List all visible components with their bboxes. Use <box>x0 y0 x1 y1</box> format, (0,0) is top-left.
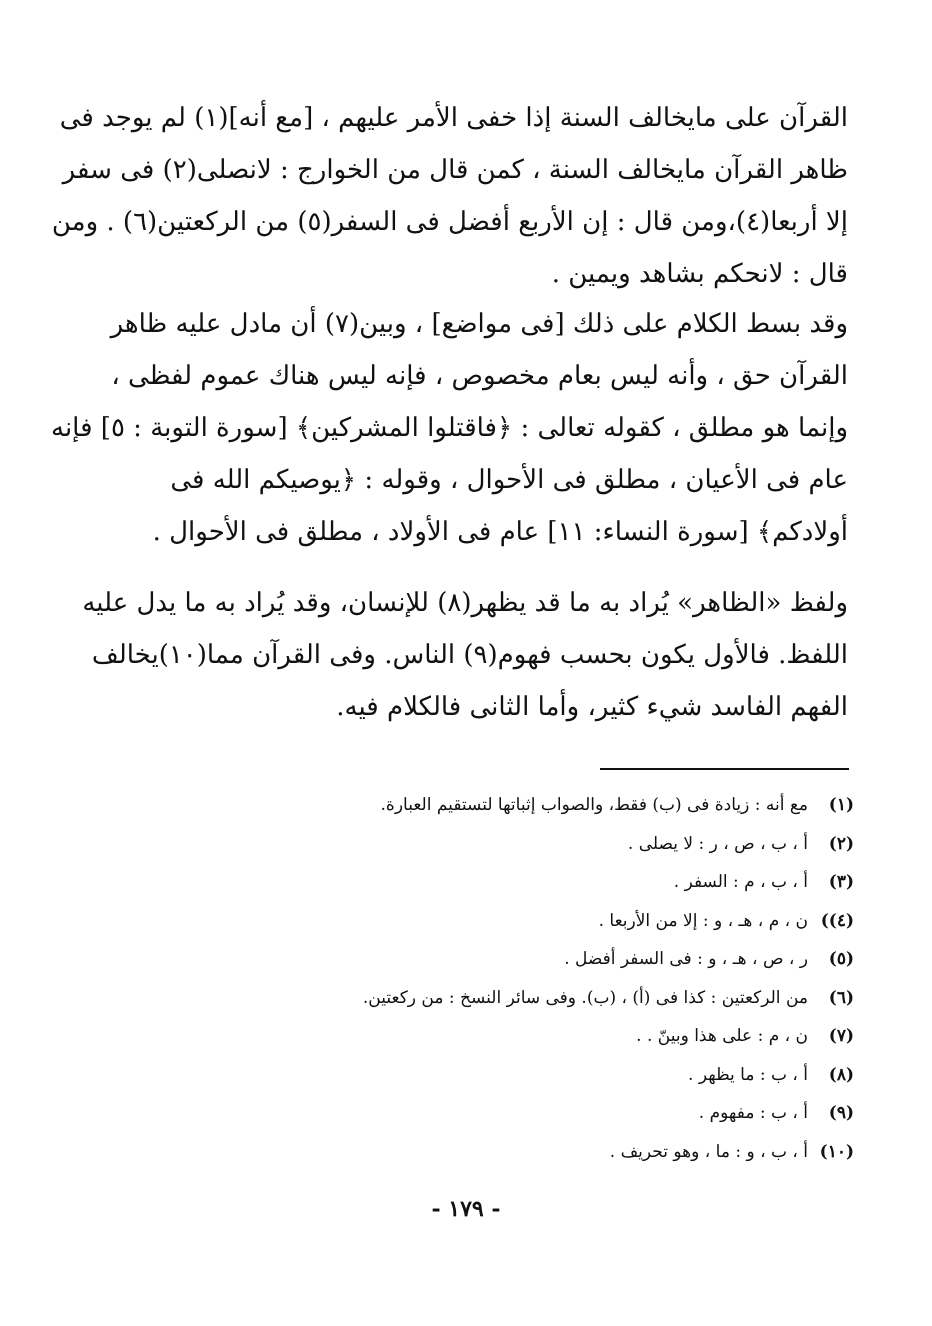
text-line: قال : لانحكم بشاهد ويمين . <box>551 259 848 289</box>
footnote-text: ر ، ص ، هـ ، و : فى السفر أفضل . <box>564 949 808 969</box>
footnote-number: (٧) <box>828 1026 854 1046</box>
footnote-number: (١) <box>828 795 854 815</box>
text-line: عام فى الأعيان ، مطلق فى الأحوال ، وقوله : ﴿يوصيكم الله فى <box>170 465 848 495</box>
footnote-text: من الركعتين : كذا فى (أ) ، (ب). وفى سائر النسخ : من ركعتين. <box>362 987 808 1008</box>
footnote-number: (١٠) <box>819 1141 854 1162</box>
footnote <box>280 902 854 941</box>
text-line: وإنما هو مطلق ، كقوله تعالى : ﴿فاقتلوا المشركين﴾ [سورة التوبة : ٥] فإنه <box>51 413 848 443</box>
footnote-text: أ ، ب ، ص ، ر : لا يصلى . <box>627 833 808 854</box>
footnote <box>280 1094 854 1133</box>
text-line: إلا أربعا(٤)،ومن قال : إن الأربع أفضل فى السفر(٥) من الركعتين(٦) . ومن <box>51 207 848 237</box>
paragraph-1 <box>51 92 848 300</box>
footnote-separator <box>600 768 849 770</box>
footnote-text: أ ، ب : مفهوم . <box>698 1103 808 1123</box>
text-line: اللفظ. فالأول يكون بحسب فهوم(٩) الناس. وفى القرآن مما(١٠)يخالف <box>91 640 848 670</box>
text-line: وقد بسط الكلام على ذلك [فى مواضع] ، وبين(٧) أن مادل عليه ظاهر <box>110 309 848 339</box>
text-line: ولفظ «الظاهر» يُراد به ما قد يظهر(٨) للإنسان، وقد يُراد به ما يدل عليه <box>82 588 848 618</box>
text-line: الفهم الفاسد شيء كثير، وأما الثانى فالكلام فيه. <box>336 692 848 722</box>
footnote-text: مع أنه : زيادة فى (ب) فقط، والصواب إثباتها لتستقيم العبارة. <box>380 795 808 815</box>
footnote <box>280 1133 854 1172</box>
footnote <box>280 825 854 864</box>
footnote-text: أ ، ب : ما يظهر . <box>688 1064 808 1085</box>
text-line: ظاهر القرآن مايخالف السنة ، كمن قال من الخوارج : لانصلى(٢) فى سفر <box>62 155 848 185</box>
footnote <box>280 786 854 825</box>
footnote-number: (٣) <box>828 872 854 892</box>
footnote <box>280 1056 854 1095</box>
footnote <box>280 979 854 1018</box>
footnote <box>280 940 854 979</box>
footnote-number: (٤)) <box>820 910 854 931</box>
footnote-text: ن ، م : على هذا وبينّ . . <box>636 1026 808 1046</box>
footnotes <box>280 786 854 1171</box>
footnote-text: أ ، ب ، م : السفر . <box>673 872 808 892</box>
page-number: - ١٧٩ - <box>431 1196 501 1222</box>
footnote <box>280 863 854 902</box>
text-line: أولادكم﴾ [سورة النساء: ١١] عام فى الأولاد ، مطلق فى الأحوال . <box>152 517 848 547</box>
footnote-text: أ ، ب ، و : ما ، وهو تحريف . <box>609 1141 808 1162</box>
text-line: القرآن حق ، وأنه ليس بعام مخصوص ، فإنه ليس هناك عموم لفظى ، <box>111 361 848 391</box>
paragraph-2 <box>51 298 848 558</box>
footnote-number: (٢) <box>828 833 854 854</box>
footnote-number: (٨) <box>828 1064 854 1085</box>
footnote-number: (٩) <box>828 1103 854 1123</box>
footnote <box>280 1017 854 1056</box>
paragraph-3 <box>82 577 848 733</box>
text-line: القرآن على مايخالف السنة إذا خفى الأمر عليهم ، [مع أنه](١) لم يوجد فى <box>59 103 848 133</box>
footnote-number: (٦) <box>828 987 854 1008</box>
footnote-number: (٥) <box>828 949 854 969</box>
footnote-text: ن ، م ، هـ ، و : إلا من الأربعا . <box>598 910 808 931</box>
